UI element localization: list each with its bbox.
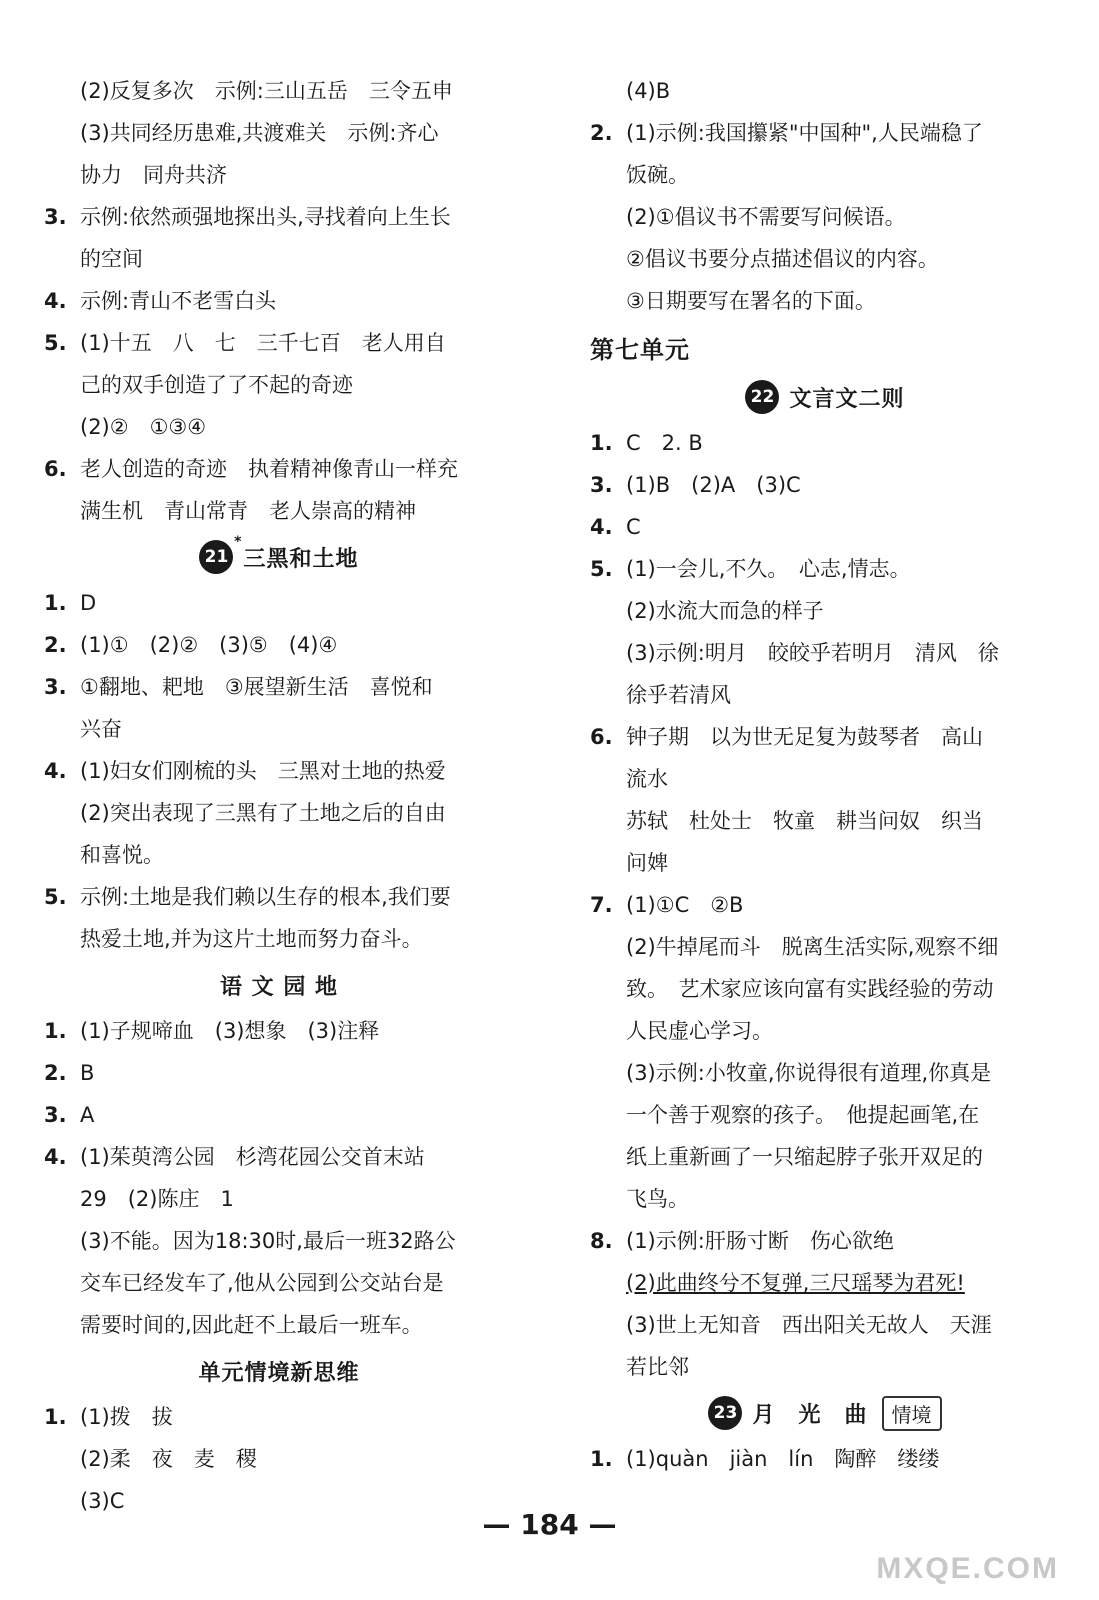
section-heading bbox=[44, 532, 514, 582]
section-heading bbox=[590, 1388, 1060, 1438]
answer-item bbox=[44, 876, 514, 918]
item-number: 2. bbox=[44, 633, 67, 657]
answer-line bbox=[44, 1262, 514, 1304]
answer-line bbox=[44, 1438, 514, 1480]
item-number: 5. bbox=[44, 885, 67, 909]
answer-line bbox=[44, 918, 514, 960]
answer-line bbox=[590, 1094, 1060, 1136]
answer-line bbox=[590, 1178, 1060, 1220]
item-number: 1. bbox=[44, 591, 67, 615]
item-number: 5. bbox=[44, 331, 67, 355]
item-number: 7. bbox=[590, 893, 613, 917]
answer-text: (1)十五 八 七 三千七百 老人用自 bbox=[80, 331, 446, 355]
answer-line bbox=[590, 758, 1060, 800]
answer-text: (3)C bbox=[80, 1489, 125, 1513]
answer-text: ②倡议书要分点描述倡议的内容。 bbox=[626, 247, 939, 271]
answer-line bbox=[590, 632, 1060, 674]
section-title: 单元情境新思维 bbox=[198, 1360, 360, 1386]
answer-text: C 2. B bbox=[626, 431, 703, 455]
answer-text: D bbox=[80, 591, 97, 615]
answer-item bbox=[44, 750, 514, 792]
answer-line bbox=[590, 1136, 1060, 1178]
watermark-text: MXQE.COM bbox=[876, 1552, 1059, 1585]
answer-text: (1)示例:肝肠寸断 伤心欲绝 bbox=[626, 1229, 894, 1253]
answer-text: (1)子规啼血 (3)想象 (3)注释 bbox=[80, 1019, 380, 1043]
answer-text: (1)① (2)② (3)⑤ (4)④ bbox=[80, 633, 338, 657]
answer-text: 纸上重新画了一只缩起脖子张开双足的 bbox=[626, 1145, 983, 1169]
answer-text: (1)妇女们刚梳的头 三黑对土地的热爱 bbox=[80, 759, 446, 783]
answer-text: 飞鸟。 bbox=[626, 1187, 689, 1211]
answer-text: (3)世上无知音 西出阳关无故人 天涯 bbox=[626, 1313, 992, 1337]
item-number: 3. bbox=[44, 675, 67, 699]
answer-line bbox=[44, 154, 514, 196]
item-number: 4. bbox=[590, 515, 613, 539]
answer-line bbox=[590, 196, 1060, 238]
item-number: 2. bbox=[44, 1061, 67, 1085]
answer-line bbox=[44, 238, 514, 280]
answer-text: 示例:青山不老雪白头 bbox=[80, 289, 277, 313]
item-number: 1. bbox=[44, 1019, 67, 1043]
answer-text: (2)反复多次 示例:三山五岳 三令五申 bbox=[80, 79, 453, 103]
item-number: 3. bbox=[44, 205, 67, 229]
answer-text: 示例:依然顽强地探出头,寻找着向上生长 bbox=[80, 205, 451, 229]
answer-item bbox=[44, 1094, 514, 1136]
answer-text: 一个善于观察的孩子。 他提起画笔,在 bbox=[626, 1103, 980, 1127]
answer-text: A bbox=[80, 1103, 95, 1127]
answer-item bbox=[590, 422, 1060, 464]
section-heading bbox=[44, 960, 514, 1010]
answer-text: 协力 同舟共济 bbox=[80, 163, 227, 187]
answer-text: (2)此曲终兮不复弹,三尺瑶琴为君死! bbox=[626, 1271, 965, 1295]
answer-text: ③日期要写在署名的下面。 bbox=[626, 289, 876, 313]
answer-text: 若比邻 bbox=[626, 1355, 689, 1379]
lesson-number-badge: 21 * bbox=[199, 540, 233, 574]
section-title: 三黑和土地 bbox=[243, 546, 359, 572]
answer-line bbox=[44, 70, 514, 112]
section-heading bbox=[44, 1346, 514, 1396]
answer-text: 老人创造的奇迹 执着精神像青山一样充 bbox=[80, 457, 458, 481]
answer-item bbox=[44, 448, 514, 490]
item-number: 2. bbox=[590, 121, 613, 145]
item-number: 1. bbox=[590, 1447, 613, 1471]
answer-line bbox=[590, 590, 1060, 632]
answer-line bbox=[44, 364, 514, 406]
page-number: — 184 — bbox=[482, 1508, 617, 1541]
answer-text: ①翻地、耙地 ③展望新生活 喜悦和 bbox=[80, 675, 433, 699]
answer-text: (3)不能。因为18:30时,最后一班32路公 bbox=[80, 1229, 456, 1253]
answer-text: (3)示例:明月 皎皎乎若明月 清风 徐 bbox=[626, 641, 999, 665]
answer-text: (2)水流大而急的样子 bbox=[626, 599, 824, 623]
answer-text: 己的双手创造了了不起的奇迹 bbox=[80, 373, 353, 397]
item-number: 3. bbox=[44, 1103, 67, 1127]
answer-item bbox=[590, 884, 1060, 926]
answer-text: (2)牛掉尾而斗 脱离生活实际,观察不细 bbox=[626, 935, 999, 959]
answer-text: (2)② ①③④ bbox=[80, 415, 207, 439]
item-number: 4. bbox=[44, 1145, 67, 1169]
answer-text: (2)①倡议书不需要写问候语。 bbox=[626, 205, 906, 229]
answer-text: (1)B (2)A (3)C bbox=[626, 473, 801, 497]
item-number: 4. bbox=[44, 759, 67, 783]
item-number: 1. bbox=[44, 1405, 67, 1429]
answer-text: 满生机 青山常青 老人崇高的精神 bbox=[80, 499, 416, 523]
item-number: 6. bbox=[590, 725, 613, 749]
section-title: 文言文二则 bbox=[789, 386, 905, 412]
answer-text: (2)突出表现了三黑有了土地之后的自由 bbox=[80, 801, 446, 825]
answer-item bbox=[590, 716, 1060, 758]
answer-text: 29 (2)陈庄 1 bbox=[80, 1187, 234, 1211]
answer-text: 流水 bbox=[626, 767, 668, 791]
answer-text: (1)①C ②B bbox=[626, 893, 744, 917]
answer-line bbox=[44, 112, 514, 154]
item-number: 4. bbox=[44, 289, 67, 313]
answer-text: 兴奋 bbox=[80, 717, 122, 741]
answer-line bbox=[590, 238, 1060, 280]
answer-line bbox=[44, 1178, 514, 1220]
answer-line bbox=[590, 1304, 1060, 1346]
answer-item bbox=[44, 582, 514, 624]
answer-text: 徐乎若清风 bbox=[626, 683, 731, 707]
answer-line bbox=[590, 926, 1060, 968]
answer-item bbox=[44, 624, 514, 666]
answer-item bbox=[590, 1220, 1060, 1262]
lesson-number-badge: 22 bbox=[745, 380, 779, 414]
answer-text: (4)B bbox=[626, 79, 671, 103]
answer-line bbox=[44, 792, 514, 834]
answer-line bbox=[44, 490, 514, 532]
answer-text: 钟子期 以为世无足复为鼓琴者 高山 bbox=[626, 725, 983, 749]
answer-item bbox=[590, 1438, 1060, 1480]
answer-text: 饭碗。 bbox=[626, 163, 689, 187]
answer-text: 示例:土地是我们赖以生存的根本,我们要 bbox=[80, 885, 451, 909]
answer-line bbox=[590, 70, 1060, 112]
answer-line bbox=[590, 1010, 1060, 1052]
answer-line bbox=[590, 1262, 1060, 1304]
answer-text: 需要时间的,因此赶不上最后一班车。 bbox=[80, 1313, 423, 1337]
answer-text: (3)示例:小牧童,你说得很有道理,你真是 bbox=[626, 1061, 992, 1085]
lesson-number-badge: 23 bbox=[708, 1396, 742, 1430]
answer-line bbox=[590, 154, 1060, 196]
answer-item bbox=[44, 666, 514, 708]
answer-item bbox=[44, 1396, 514, 1438]
left-column bbox=[44, 70, 514, 1522]
answer-text: (1)quàn jiàn lín 陶醉 缕缕 bbox=[626, 1447, 940, 1471]
answer-line bbox=[44, 708, 514, 750]
section-title: 第七单元 bbox=[590, 335, 690, 364]
answer-text: (1)茱萸湾公园 杉湾花园公交首末站 bbox=[80, 1145, 425, 1169]
answer-line bbox=[44, 1220, 514, 1262]
answer-line bbox=[590, 1052, 1060, 1094]
answer-line bbox=[590, 1346, 1060, 1388]
section-title: 月 光 曲 bbox=[752, 1402, 868, 1428]
answer-line bbox=[590, 280, 1060, 322]
answer-item bbox=[44, 322, 514, 364]
answer-text: 热爱土地,并为这片土地而努力奋斗。 bbox=[80, 927, 423, 951]
section-title: 语 文 园 地 bbox=[220, 974, 338, 1000]
answer-item bbox=[44, 1052, 514, 1094]
item-number: 3. bbox=[590, 473, 613, 497]
answer-line bbox=[590, 800, 1060, 842]
answer-text: 人民虚心学习。 bbox=[626, 1019, 773, 1043]
answer-item bbox=[590, 506, 1060, 548]
answer-text: 的空间 bbox=[80, 247, 143, 271]
answer-item bbox=[44, 1010, 514, 1052]
answer-line bbox=[44, 1304, 514, 1346]
answer-text: B bbox=[80, 1061, 95, 1085]
answer-item bbox=[590, 112, 1060, 154]
answer-text: (1)一会儿,不久。 心志,情志。 bbox=[626, 557, 911, 581]
answer-line bbox=[44, 834, 514, 876]
item-number: 5. bbox=[590, 557, 613, 581]
item-number: 1. bbox=[590, 431, 613, 455]
answer-item bbox=[44, 1136, 514, 1178]
section-heading bbox=[590, 322, 1060, 372]
item-number: 6. bbox=[44, 457, 67, 481]
answer-text: 苏轼 杜处士 牧童 耕当问奴 织当 bbox=[626, 809, 983, 833]
lesson-tag: 情境 bbox=[882, 1396, 942, 1431]
answer-text: (1)示例:我国攥紧"中国种",人民端稳了 bbox=[626, 121, 983, 145]
answer-line bbox=[44, 406, 514, 448]
answer-text: 致。 艺术家应该向富有实践经验的劳动 bbox=[626, 977, 994, 1001]
item-number: 8. bbox=[590, 1229, 613, 1253]
answer-text: (1)拨 拔 bbox=[80, 1405, 173, 1429]
answer-text: 和喜悦。 bbox=[80, 843, 164, 867]
answer-line bbox=[590, 674, 1060, 716]
answer-text: (2)柔 夜 麦 稷 bbox=[80, 1447, 257, 1471]
section-heading bbox=[590, 372, 1060, 422]
right-column bbox=[590, 70, 1060, 1480]
answer-line bbox=[590, 968, 1060, 1010]
answer-text: C bbox=[626, 515, 641, 539]
answer-text: 交车已经发车了,他从公园到公交站台是 bbox=[80, 1271, 444, 1295]
answer-text: 问婢 bbox=[626, 851, 668, 875]
answer-item bbox=[590, 548, 1060, 590]
answer-text: (3)共同经历患难,共渡难关 示例:齐心 bbox=[80, 121, 439, 145]
star-mark: * bbox=[234, 534, 242, 550]
answer-line bbox=[590, 842, 1060, 884]
answer-item bbox=[44, 196, 514, 238]
answer-item bbox=[44, 280, 514, 322]
answer-item bbox=[590, 464, 1060, 506]
